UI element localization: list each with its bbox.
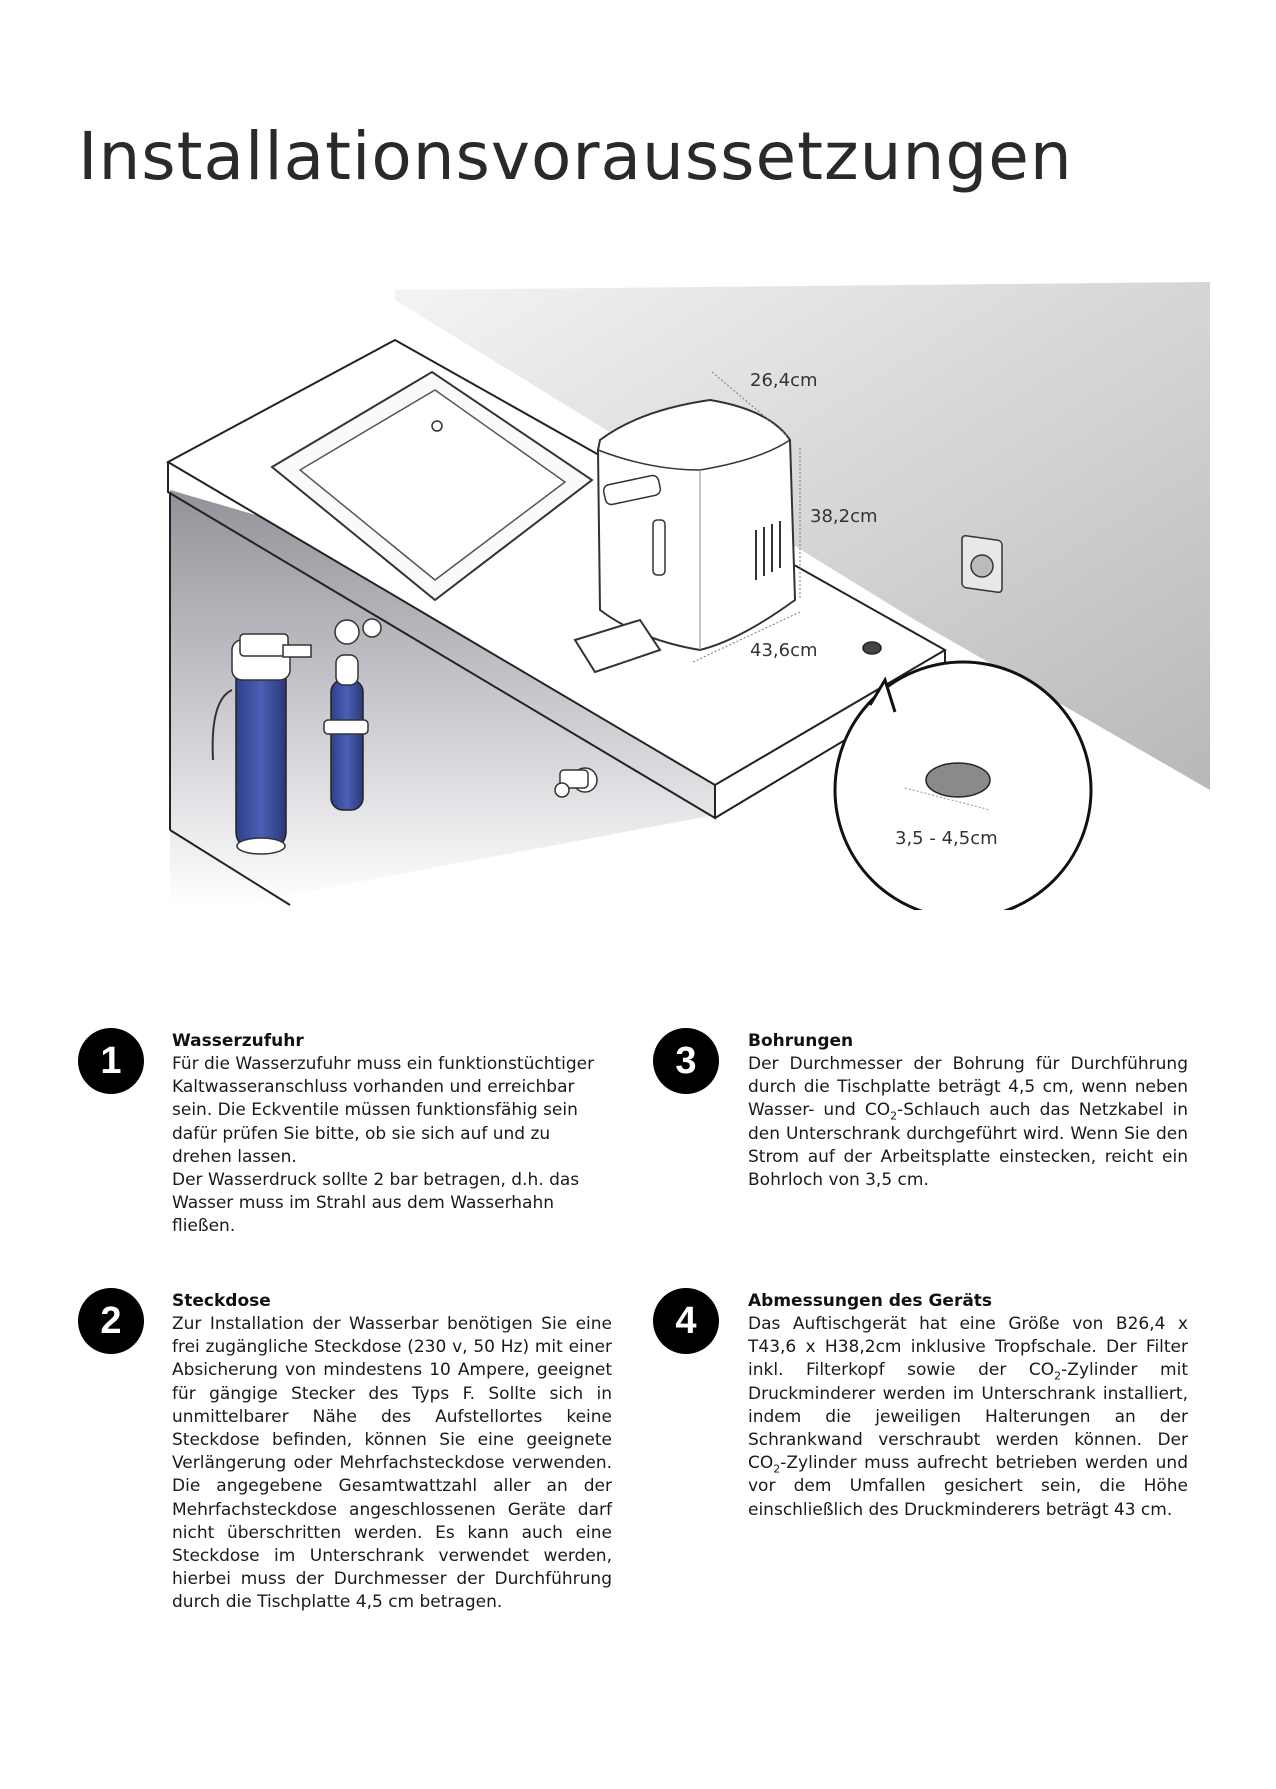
hole-magnifier	[835, 662, 1091, 910]
step-badge-2: 2	[78, 1288, 144, 1354]
section-text: Der Durchmesser der Bohrung für Durchführung durch die Tischplatte beträgt 4,5 cm, wenn neben Wasser- und $CO_2$-Schlauch auch das Netzkabel in den Unterschrank durchgeführt wird. Wenn Sie den Strom auf der Arbeitsplatte einstecken, reicht ein Bohrloch von 3,5 cm.	[748, 1054, 1188, 1191]
section-heading: Bohrungen	[748, 1031, 854, 1051]
page-title: Installationsvoraussetzungen	[78, 118, 1073, 195]
hole-diameter-label: 3,5 - 4,5cm	[895, 828, 998, 849]
step-badge-4: 4	[653, 1288, 719, 1354]
section-water-supply	[172, 1030, 612, 1239]
section-dimensions	[748, 1290, 1188, 1522]
dimension-height-label: 38,2cm	[810, 506, 878, 527]
dimension-width-label: 26,4cm	[750, 370, 818, 391]
section-heading: Abmessungen des Geräts	[748, 1291, 993, 1311]
section-text: Für die Wasserzufuhr muss ein funktionstüchtiger Kaltwasseranschluss vorhanden und erreichbar sein. Die Eckventile müssen funktionsfähig sein dafür prüfen Sie bitte, ob sie sich auf und zu drehen lassen.	[172, 1054, 595, 1167]
section-text: Der Wasserdruck sollte 2 bar betragen, d.h. das Wasser muss im Strahl aus dem Wasserhahn fließen.	[172, 1170, 580, 1237]
wall-socket	[962, 535, 1002, 593]
section-socket	[172, 1290, 612, 1615]
step-badge-1: 1	[78, 1028, 144, 1094]
section-heading: Steckdose	[172, 1291, 271, 1311]
countertop-hole	[863, 642, 881, 654]
installation-illustration	[150, 270, 1210, 910]
dimension-depth-label: 43,6cm	[750, 640, 818, 661]
step-badge-3: 3	[653, 1028, 719, 1094]
section-heading: Wasserzufuhr	[172, 1031, 304, 1051]
section-text: Das Auftischgerät hat eine Größe von B26,4 x T43,6 x H38,2cm inklusive Tropfschale. Der Filter inkl. Filterkopf sowie der $CO_2$-Zylinder mit Druckminderer werden im Unterschrank installiert, indem die jeweiligen Halterungen an der Schrankwand verschraubt werden können. Der $CO_2$-Zylinder muss aufrecht betrieben werden und vor dem Umfallen gesichert sein, die Höhe einschließlich des Druckminderers beträgt 43 cm.	[748, 1314, 1189, 1520]
section-drilling	[748, 1030, 1188, 1192]
section-text: Zur Installation der Wasserbar benötigen Sie eine frei zugängliche Steckdose (230 v, 50 Hz) mit einer Absicherung von mindestens 10 Ampere, geeignet für gängige Stecker des Typs F. Sollte sich in unmittelbarer Nähe des Aufstellortes keine Steckdose befinden, können Sie eine geeignete Verlängerung oder Mehrfachsteckdose verwenden. Die angegebene Gesamtwattzahl aller an der Mehrfachsteckdose angeschlossenen Geräte darf nicht überschritten werden. Es kann auch eine Steckdose im Unterschrank verwendet werden, hierbei muss der Durchmesser der Durchführung durch die Tischplatte 4,5 cm betragen.	[172, 1314, 612, 1613]
